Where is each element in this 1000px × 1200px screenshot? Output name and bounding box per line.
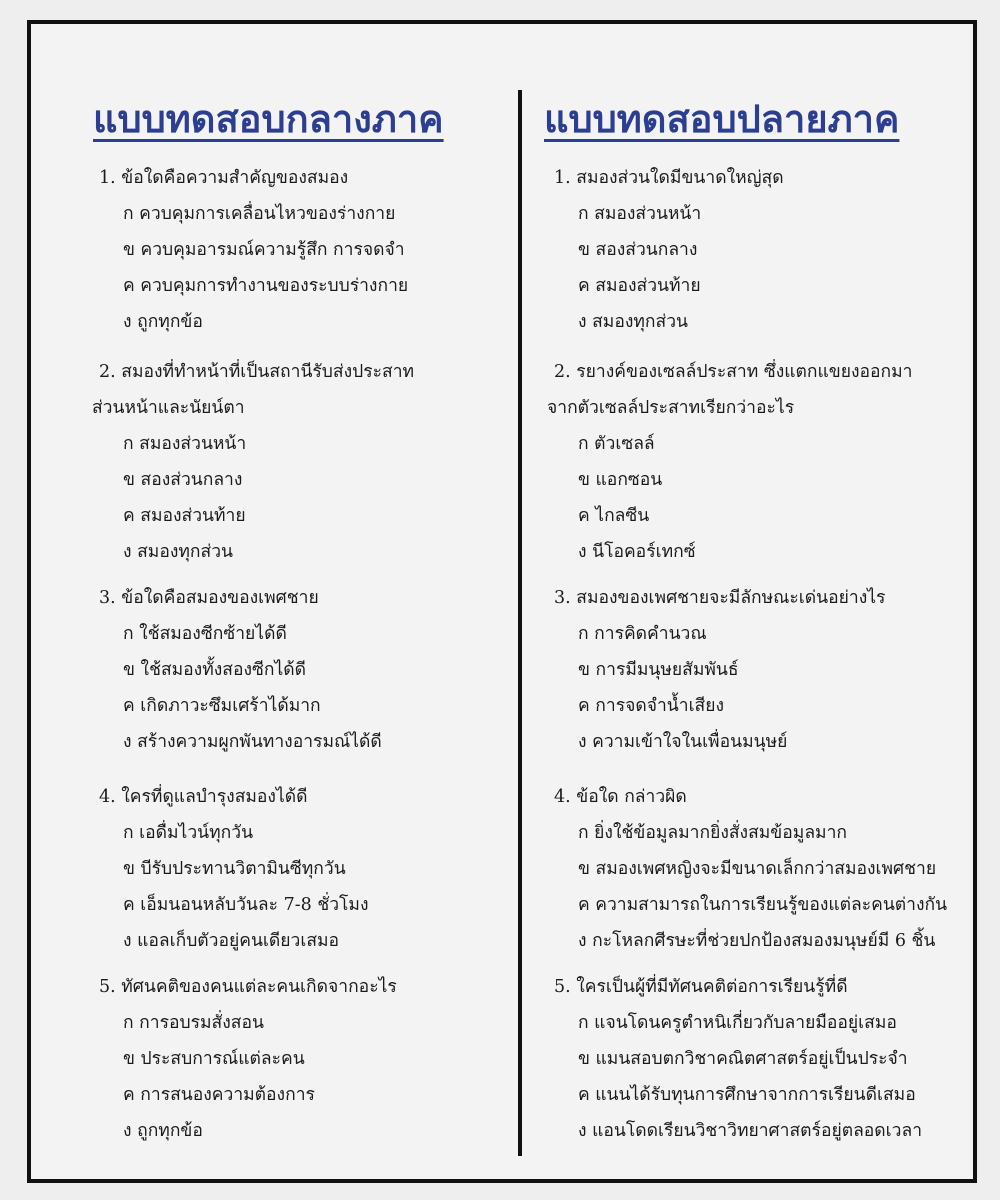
- choice-a: ก ใช้สมองซีกซ้ายได้ดี: [123, 624, 287, 644]
- choice-a: ก ตัวเซลล์: [578, 434, 655, 454]
- final-question-4: [554, 779, 947, 959]
- choice-c: ค สมองส่วนท้าย: [578, 276, 701, 296]
- choice-a: ก ยิ่งใช้ข้อมูลมากยิ่งสั่งสมข้อมูลมาก: [578, 823, 848, 843]
- final-question-3: [554, 580, 885, 760]
- choice-b: ข สมองเพศหญิงจะมีขนาดเล็กกว่าสมองเพศชาย: [578, 859, 937, 879]
- question-text: 4. ข้อใด กล่าวผิด: [554, 787, 687, 807]
- midterm-question-3: [99, 580, 382, 760]
- midterm-question-5: [99, 969, 397, 1149]
- choice-a: ก การคิดคำนวณ: [578, 624, 707, 644]
- choice-a: ก สมองส่วนหน้า: [578, 204, 702, 224]
- choice-a: ก ควบคุมการเคลื่อนไหวของร่างกาย: [123, 204, 396, 224]
- choice-b: ข ประสบการณ์แต่ละคน: [123, 1049, 305, 1069]
- choice-b: ข สองส่วนกลาง: [578, 240, 698, 260]
- column-divider: [518, 90, 522, 1156]
- choice-d: ง กะโหลกศีรษะที่ช่วยปกป้องสมองมนุษย์มี 6 ชิ้น: [578, 931, 936, 951]
- choice-c: ค สมองส่วนท้าย: [123, 506, 246, 526]
- choice-d: ง แอลเก็บตัวอยู่คนเดียวเสมอ: [123, 931, 340, 951]
- choice-b: ข แอกซอน: [578, 470, 663, 490]
- question-text-line-1: 2. สมองที่ทำหน้าที่เป็นสถานีรับส่งประสาท: [99, 362, 415, 382]
- choice-a: ก เอดื่มไวน์ทุกวัน: [123, 823, 254, 843]
- question-text-line-2: ส่วนหน้าและนัยน์ตา: [92, 398, 245, 418]
- question-text: 1. ข้อใดคือความสำคัญของสมอง: [99, 168, 349, 188]
- question-text: [547, 354, 913, 426]
- worksheet-frame: [27, 20, 977, 1183]
- choice-c: ค ควบคุมการทำงานของระบบร่างกาย: [123, 276, 409, 296]
- choice-b: ข การมีมนุษยสัมพันธ์: [578, 660, 739, 680]
- question-text: 1. สมองส่วนใดมีขนาดใหญ่สุด: [554, 168, 784, 188]
- question-text: 5. ใครเป็นผู้ที่มีทัศนคติต่อการเรียนรู้ที่ดี: [554, 977, 848, 997]
- final-question-1: [554, 160, 784, 340]
- question-text-line-2: จากตัวเซลล์ประสาทเรียกว่าอะไร: [547, 398, 795, 418]
- choice-c: ค การสนองความต้องการ: [123, 1085, 315, 1105]
- midterm-question-4: [99, 779, 369, 959]
- choice-b: ข ควบคุมอารมณ์ความรู้สึก การจดจำ: [123, 240, 405, 260]
- choice-b: ข ใช้สมองทั้งสองซีกได้ดี: [123, 660, 307, 680]
- choice-c: ค แนนได้รับทุนการศึกษาจากการเรียนดีเสมอ: [578, 1085, 916, 1105]
- choice-b: ข บีรับประทานวิตามินซีทุกวัน: [123, 859, 346, 879]
- final-question-2: [547, 354, 913, 570]
- question-text: 3. สมองของเพศชายจะมีลักษณะเด่นอย่างไร: [554, 588, 886, 608]
- choice-d: ง แอนโดดเรียนวิชาวิทยาศาสตร์อยู่ตลอดเวลา: [578, 1121, 923, 1141]
- choice-d: ง นีโอคอร์เทกซ์: [578, 542, 696, 562]
- question-text: 5. ทัศนคติของคนแต่ละคนเกิดจากอะไร: [99, 977, 397, 997]
- question-text: [92, 354, 415, 426]
- choice-d: ง สมองทุกส่วน: [578, 312, 688, 332]
- question-text-line-1: 2. รยางค์ของเซลล์ประสาท ซึ่งแตกแขยงออกมา: [554, 362, 913, 382]
- choice-d: ง ความเข้าใจในเพื่อนมนุษย์: [578, 732, 788, 752]
- midterm-title: แบบทดสอบกลางภาค: [93, 97, 444, 141]
- final-title: แบบทดสอบปลายภาค: [544, 97, 900, 141]
- choice-a: ก สมองส่วนหน้า: [123, 434, 247, 454]
- choice-d: ง สมองทุกส่วน: [123, 542, 233, 562]
- midterm-question-2: [92, 354, 415, 570]
- question-text: 3. ข้อใดคือสมองของเพศชาย: [99, 588, 319, 608]
- choice-c: ค เอ็มนอนหลับวันละ 7-8 ชั่วโมง: [123, 895, 369, 915]
- midterm-question-1: [99, 160, 408, 340]
- choice-d: ง สร้างความผูกพันทางอารมณ์ได้ดี: [123, 732, 382, 752]
- choice-c: ค ความสามารถในการเรียนรู้ของแต่ละคนต่างกัน: [578, 895, 948, 915]
- final-question-5: [554, 969, 922, 1149]
- choice-c: ค การจดจำน้ำเสียง: [578, 696, 725, 716]
- choice-b: ข แมนสอบตกวิชาคณิตศาสตร์อยู่เป็นประจำ: [578, 1049, 908, 1069]
- choice-d: ง ถูกทุกข้อ: [123, 1121, 203, 1141]
- choice-c: ค ไกลซีน: [578, 506, 650, 526]
- choice-a: ก การอบรมสั่งสอน: [123, 1013, 264, 1033]
- question-text: 4. ใครที่ดูแลบำรุงสมองได้ดี: [99, 787, 308, 807]
- choice-c: ค เกิดภาวะซึมเศร้าได้มาก: [123, 696, 321, 716]
- choice-b: ข สองส่วนกลาง: [123, 470, 243, 490]
- choice-d: ง ถูกทุกข้อ: [123, 312, 203, 332]
- choice-a: ก แจนโดนครูตำหนิเกี่ยวกับลายมืออยู่เสมอ: [578, 1013, 897, 1033]
